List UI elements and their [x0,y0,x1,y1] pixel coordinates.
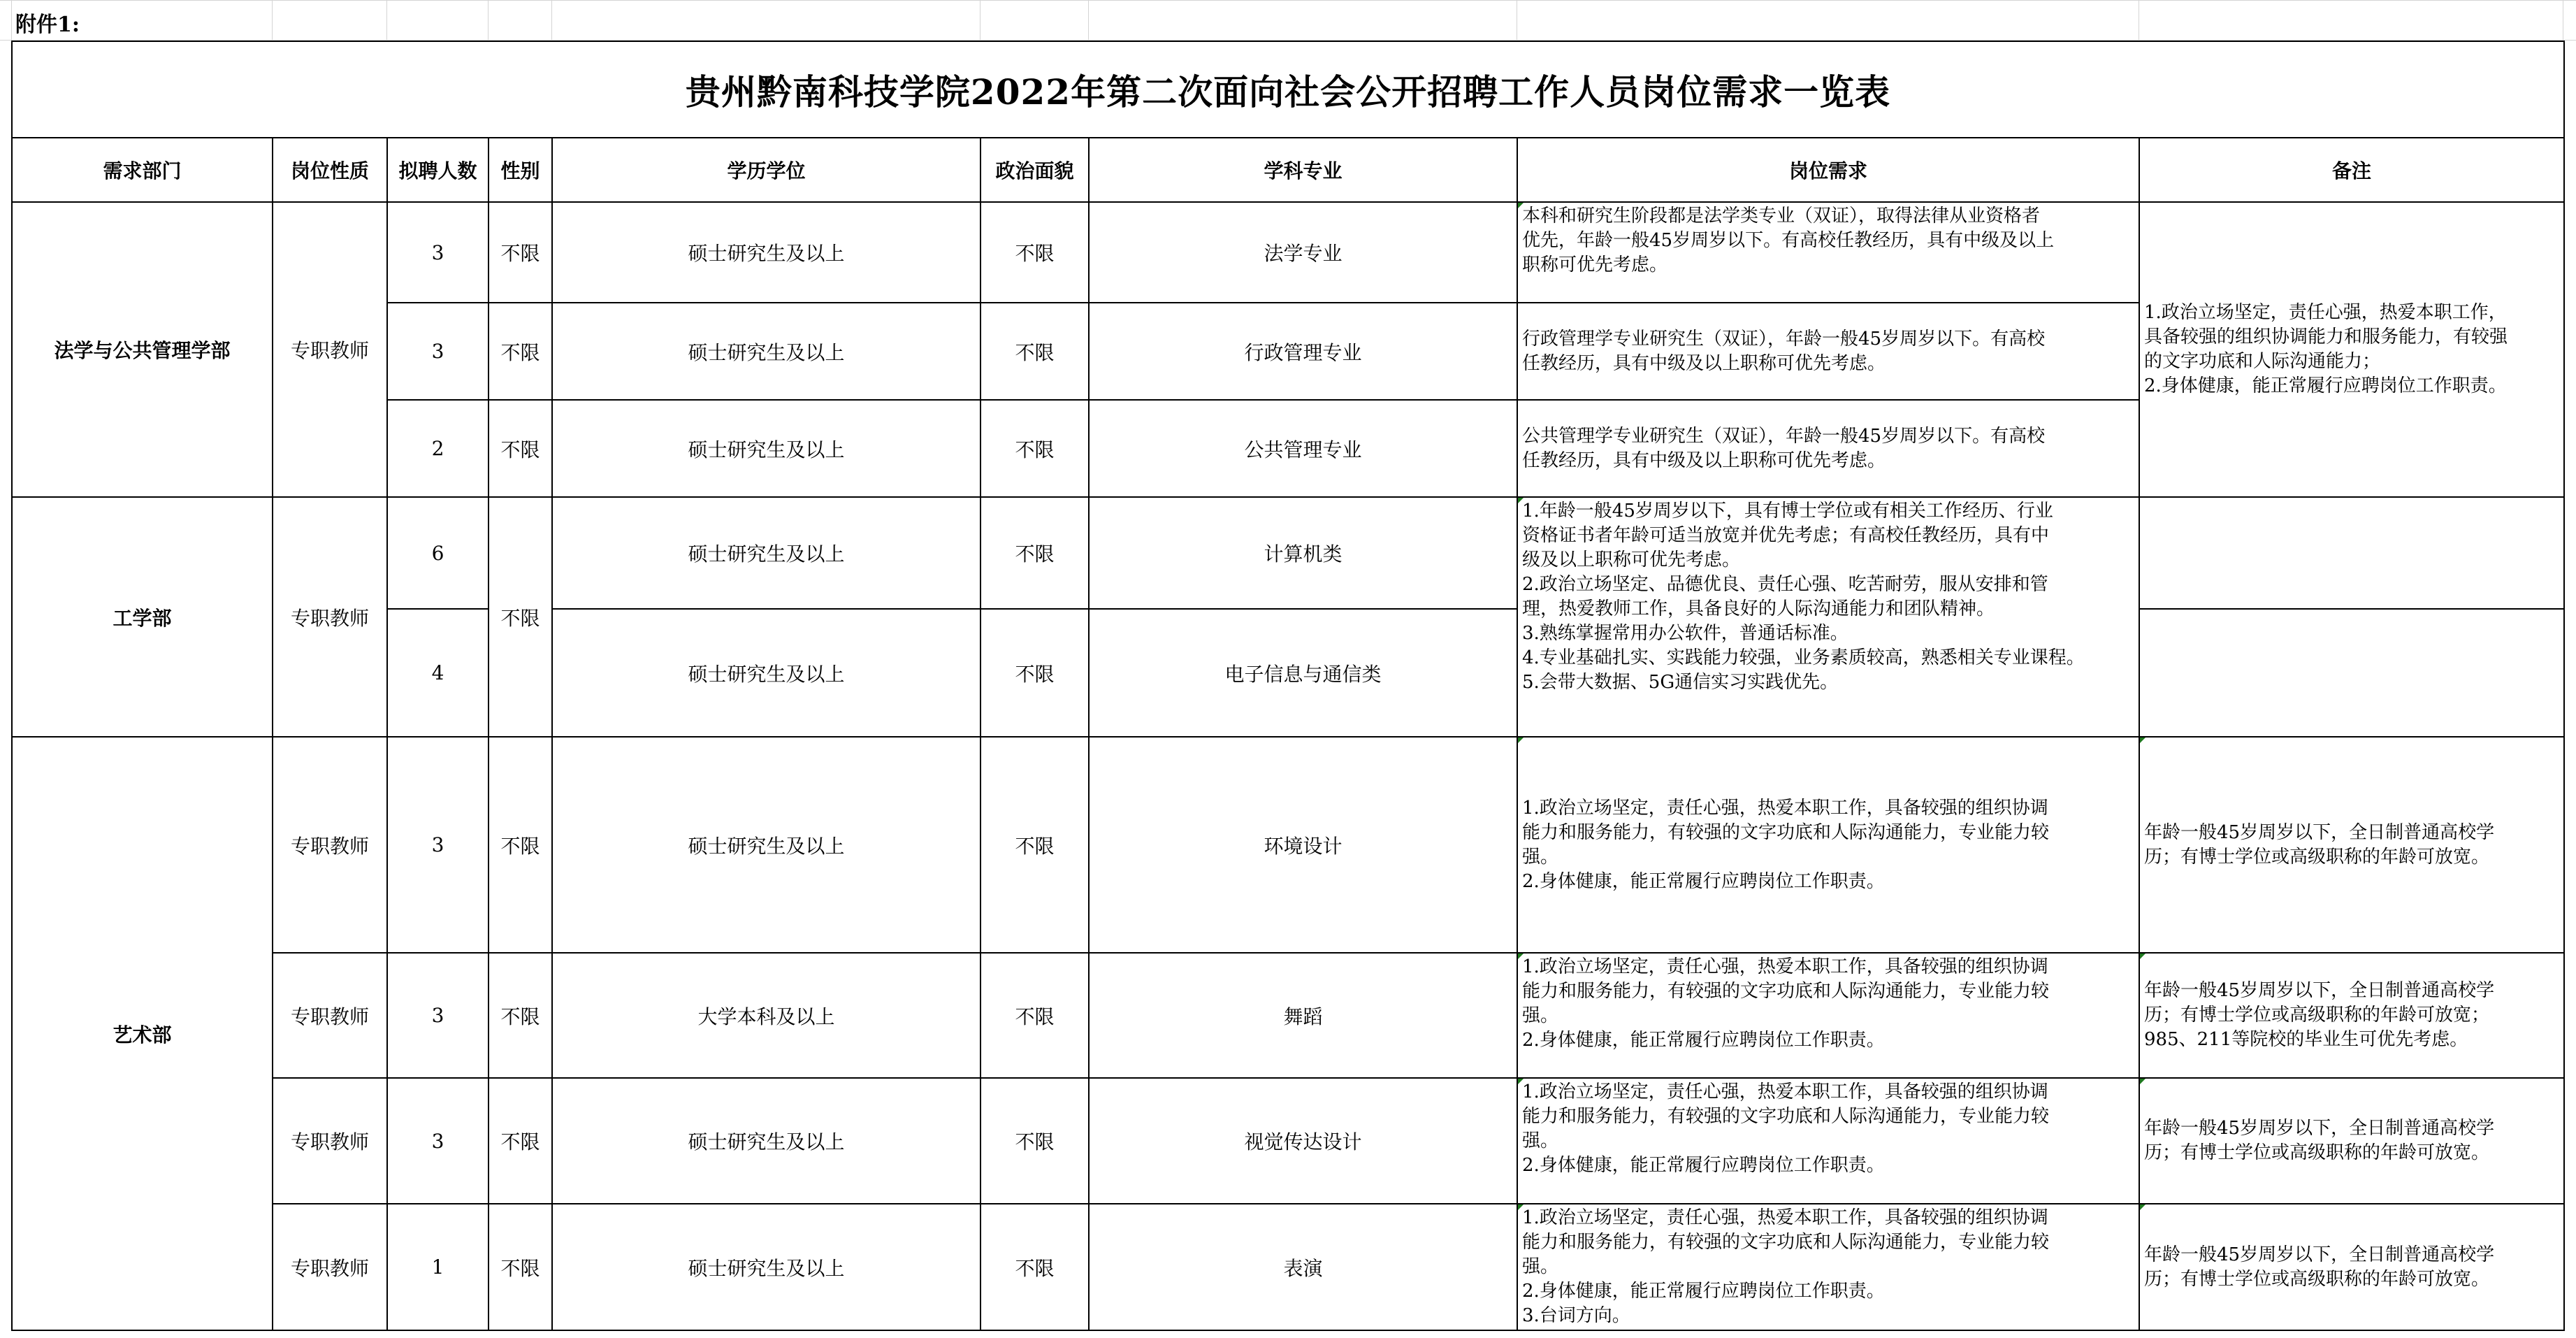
table-row [12,202,2564,303]
comment-marker-icon [2140,954,2146,959]
major-cell: 舞蹈 [1089,953,1517,1078]
req-line: 5.会带大数据、5G通信实习实践优先。 [1522,672,1839,693]
major-cell: 法学专业 [1089,202,1517,303]
req-line: 1.政治立场坚定，责任心强，热爱本职工作，具备较强的组织协调 [1522,1081,2048,1102]
header-political: 政治面貌 [981,138,1089,202]
remarks-cell [2139,202,2564,497]
req-line: 职称可优先考虑。 [1522,254,1668,275]
education-cell: 硕士研究生及以上 [552,1078,981,1204]
header-requirements: 岗位需求 [1517,138,2139,202]
req-line: 3.台词方向。 [1522,1305,1630,1326]
count-cell: 2 [387,400,489,497]
req-line: 资格证书者年龄可适当放宽并优先考虑；有高校任教经历，具有中 [1522,525,2050,546]
dept-cell-art: 艺术部 [12,737,273,1330]
grid-line [1088,0,1089,41]
requirements-cell [1517,953,2139,1078]
count-cell: 3 [387,737,489,953]
nature-cell: 专职教师 [273,1204,387,1330]
table-row [12,737,2564,953]
req-line: 行政管理学专业研究生（双证），年龄一般45岁周岁以下。有高校 [1522,328,2046,350]
dept-cell-eng: 工学部 [12,497,273,737]
table-row [12,497,2564,609]
requirements-cell [1517,1204,2139,1330]
comment-marker-icon [2140,1204,2146,1210]
req-line: 强。 [1522,846,1559,868]
req-line: 2.身体健康，能正常履行应聘岗位工作职责。 [1522,1030,1885,1051]
req-line: 2.身体健康，能正常履行应聘岗位工作职责。 [1522,1155,1885,1176]
education-cell: 硕士研究生及以上 [552,400,981,497]
requirements-cell [1517,400,2139,497]
remark-line: 年龄一般45岁周岁以下，全日制普通高校学 [2144,1244,2495,1265]
req-line: 1.政治立场坚定，责任心强，热爱本职工作，具备较强的组织协调 [1522,956,2048,977]
grid-line [272,0,273,41]
count-cell: 3 [387,202,489,303]
req-line: 能力和服务能力，有较强的文字功底和人际沟通能力，专业能力较 [1522,1232,2050,1253]
req-line: 能力和服务能力，有较强的文字功底和人际沟通能力，专业能力较 [1522,1106,2050,1127]
major-cell: 公共管理专业 [1089,400,1517,497]
gender-cell: 不限 [489,202,552,303]
grid-line [11,0,12,41]
remark-line: 1.政治立场坚定，责任心强，热爱本职工作， [2144,302,2507,323]
political-cell: 不限 [981,1204,1089,1330]
remark-line: 年龄一般45岁周岁以下，全日制普通高校学 [2144,1118,2495,1139]
req-line: 任教经历，具有中级及以上职称可优先考虑。 [1522,352,1886,374]
major-cell: 表演 [1089,1204,1517,1330]
gender-cell: 不限 [489,497,552,737]
header-count: 拟聘人数 [387,138,489,202]
req-line: 能力和服务能力，有较强的文字功底和人际沟通能力，专业能力较 [1522,821,2050,843]
major-cell: 电子信息与通信类 [1089,609,1517,737]
nature-cell: 专职教师 [273,497,387,737]
count-cell: 4 [387,609,489,737]
requirements-cell [1517,303,2139,400]
education-cell: 大学本科及以上 [552,953,981,1078]
req-line: 级及以上职称可优先考虑。 [1522,549,1741,570]
count-cell: 1 [387,1204,489,1330]
remark-line: 985、211等院校的毕业生可优先考虑。 [2144,1029,2468,1050]
requirements-cell [1517,497,2139,737]
dept-cell-law: 法学与公共管理学部 [12,202,273,497]
table-row [12,609,2564,737]
count-cell: 3 [387,303,489,400]
remark-line: 2.身体健康，能正常履行应聘岗位工作职责。 [2144,375,2507,396]
remark-line: 具备较强的组织协调能力和服务能力，有较强 [2144,326,2508,347]
political-cell: 不限 [981,202,1089,303]
req-line: 2.身体健康，能正常履行应聘岗位工作职责。 [1522,870,1885,892]
req-line: 任教经历，具有中级及以上职称可优先考虑。 [1522,449,1886,471]
table-title: 贵州黔南科技学院2022年第二次面向社会公开招聘工作人员岗位需求一览表 [12,41,2564,138]
remarks-cell [2139,497,2564,609]
req-line: 强。 [1522,1005,1559,1026]
grid-line [551,0,552,41]
header-row [12,138,2564,202]
remark-line: 的文字功底和人际沟通能力； [2144,351,2381,372]
comment-marker-icon [2140,1079,2146,1084]
remarks-cell [2139,609,2564,737]
grid-line [980,0,981,41]
requirements-cell [1517,202,2139,303]
count-cell: 3 [387,953,489,1078]
table-row [12,1078,2564,1204]
comment-marker-icon [1518,1204,1524,1210]
education-cell: 硕士研究生及以上 [552,737,981,953]
nature-cell: 专职教师 [273,1078,387,1204]
table-row [12,1204,2564,1330]
header-remarks: 备注 [2139,138,2564,202]
req-line: 2.政治立场坚定、品德优良、责任心强、吃苦耐劳，服从安排和管 [1522,574,2048,595]
nature-cell: 专职教师 [273,953,387,1078]
req-line: 能力和服务能力，有较强的文字功底和人际沟通能力，专业能力较 [1522,981,2050,1002]
gender-cell: 不限 [489,303,552,400]
header-dept: 需求部门 [12,138,273,202]
gender-cell: 不限 [489,953,552,1078]
major-cell: 行政管理专业 [1089,303,1517,400]
comment-marker-icon [1518,203,1524,208]
req-line: 1.政治立场坚定，责任心强，热爱本职工作，具备较强的组织协调 [1522,1207,2048,1228]
comment-marker-icon [1518,954,1524,959]
count-cell: 3 [387,1078,489,1204]
gender-cell: 不限 [489,400,552,497]
count-cell: 6 [387,497,489,609]
recruitment-table [11,41,2565,1331]
major-cell: 计算机类 [1089,497,1517,609]
header-gender: 性别 [489,138,552,202]
req-line: 强。 [1522,1130,1559,1151]
education-cell: 硕士研究生及以上 [552,202,981,303]
req-line: 优先，年龄一般45岁周岁以下。有高校任教经历，具有中级及以上 [1522,230,2055,251]
political-cell: 不限 [981,400,1089,497]
political-cell: 不限 [981,737,1089,953]
remark-line: 年龄一般45岁周岁以下，全日制普通高校学 [2144,821,2495,843]
gender-cell: 不限 [489,737,552,953]
remarks-cell [2139,1204,2564,1330]
remark-line: 历；有博士学位或高级职称的年龄可放宽。 [2144,846,2490,868]
header-major: 学科专业 [1089,138,1517,202]
education-cell: 硕士研究生及以上 [552,609,981,737]
attachment-label: 附件1: [15,13,80,37]
nature-cell: 专职教师 [273,202,387,497]
political-cell: 不限 [981,953,1089,1078]
remarks-cell [2139,737,2564,953]
political-cell: 不限 [981,497,1089,609]
education-cell: 硕士研究生及以上 [552,1204,981,1330]
political-cell: 不限 [981,303,1089,400]
major-cell: 环境设计 [1089,737,1517,953]
grid-line [386,0,387,41]
education-cell: 硕士研究生及以上 [552,497,981,609]
gender-cell: 不限 [489,1078,552,1204]
comment-marker-icon [1518,1079,1524,1084]
gender-cell: 不限 [489,1204,552,1330]
table-row [12,953,2564,1078]
req-line: 2.身体健康，能正常履行应聘岗位工作职责。 [1522,1281,1885,1302]
requirements-cell [1517,737,2139,953]
requirements-cell [1517,1078,2139,1204]
header-education: 学历学位 [552,138,981,202]
education-cell: 硕士研究生及以上 [552,303,981,400]
req-line: 理，热爱教师工作，具备良好的人际沟通能力和团队精神。 [1522,598,1995,619]
grid-row-top [0,0,2576,41]
req-line: 强。 [1522,1256,1559,1277]
header-nature: 岗位性质 [273,138,387,202]
major-cell: 视觉传达设计 [1089,1078,1517,1204]
req-line: 1.年龄一般45岁周岁以下，具有博士学位或有相关工作经历、行业 [1522,501,2053,521]
req-line: 1.政治立场坚定，责任心强，热爱本职工作，具备较强的组织协调 [1522,797,2048,819]
comment-marker-icon [1518,498,1524,503]
remark-line: 历；有博士学位或高级职称的年龄可放宽； [2144,1005,2490,1026]
comment-marker-icon [2140,738,2146,743]
political-cell: 不限 [981,1078,1089,1204]
remarks-cell [2139,953,2564,1078]
nature-cell: 专职教师 [273,737,387,953]
req-line: 公共管理学专业研究生（双证），年龄一般45岁周岁以下。有高校 [1522,425,2046,447]
remark-line: 年龄一般45岁周岁以下，全日制普通高校学 [2144,980,2495,1001]
remark-line: 历；有博士学位或高级职称的年龄可放宽。 [2144,1268,2490,1290]
req-line: 本科和研究生阶段都是法学类专业（双证），取得法律从业资格者 [1522,206,2041,226]
political-cell: 不限 [981,609,1089,737]
req-line: 4.专业基础扎实、实践能力较强，业务素质较高，熟悉相关专业课程。 [1522,647,2085,668]
comment-marker-icon [1518,738,1524,743]
req-line: 3.熟练掌握常用办公软件，普通话标准。 [1522,623,1848,644]
remark-line: 历；有博士学位或高级职称的年龄可放宽。 [2144,1142,2490,1163]
remarks-cell [2139,1078,2564,1204]
grid-line [488,0,489,41]
